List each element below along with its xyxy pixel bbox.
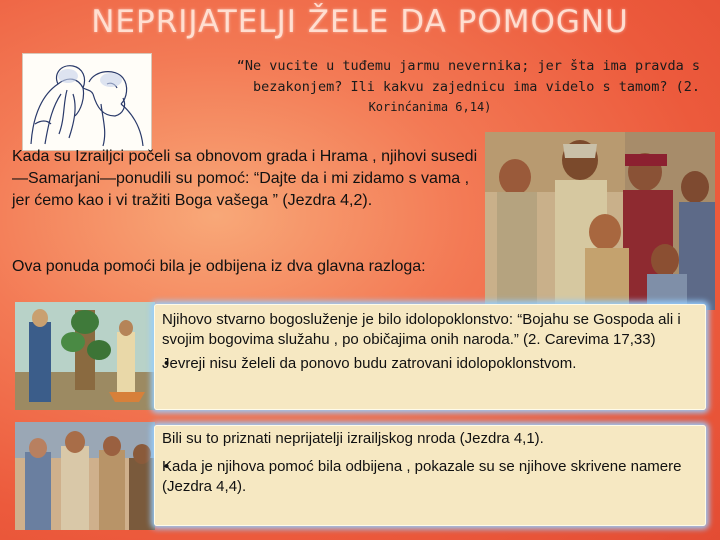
reason-two-box — [154, 425, 706, 526]
reason-one-bullet — [154, 354, 706, 374]
bible-quote — [160, 56, 700, 118]
quote-reference: Korinćanima 6,14) — [368, 100, 492, 114]
quote-line-2: bezakonjem? Ili kakvu zajednicu ima videlo s tamom? (2. — [252, 79, 700, 95]
reason-two-text: Bili su to priznati neprijatelji izrailjskog nroda (Jezdra 4,1). — [162, 430, 544, 447]
reason-one-text: Njihovo stvarno bogosluženje je bilo idolopoklonstvo: “Bojahu se Gospoda ali i svojim bogovima služahu , po običajima onih naroda.” (2. Carevima 17,33) — [162, 311, 681, 348]
bearded-men-sketch-image — [22, 53, 152, 151]
reason-one-box — [154, 304, 706, 410]
reason-two-bullet: • Kada je njihova pomoć bila odbijena , pokazale su se njihove skrivene namere (Jezdra 4,4). — [154, 457, 706, 497]
quote-line-1: “Ne vucite u tuđemu jarmu nevernika; jer šta ima pravda s — [236, 58, 700, 74]
reason-one-bullet-text: Jevreji nisu želeli da ponovo budu zatrovani idolopoklonstvom. — [162, 355, 577, 372]
intro-paragraph: Kada su Izrailjci počeli sa obnovom grada i Hrama , njihovi susedi—Samarjani—ponudili su pomoć: “Dajte da i mi zidamo s vama , jer ćemo kao i vi tražiti Boga vašega ” (Jezdra 4,2). — [12, 148, 478, 209]
captives-image — [15, 422, 155, 530]
reasons-paragraph: Ova ponuda pomoći bila je odbijena iz dva glavna razloga: — [12, 258, 426, 275]
samaritans-crowd-image — [485, 132, 715, 310]
idol-worship-image — [15, 302, 155, 410]
slide-title: NEPRIJATELJI ŽELE DA POMOGNU — [91, 4, 629, 40]
